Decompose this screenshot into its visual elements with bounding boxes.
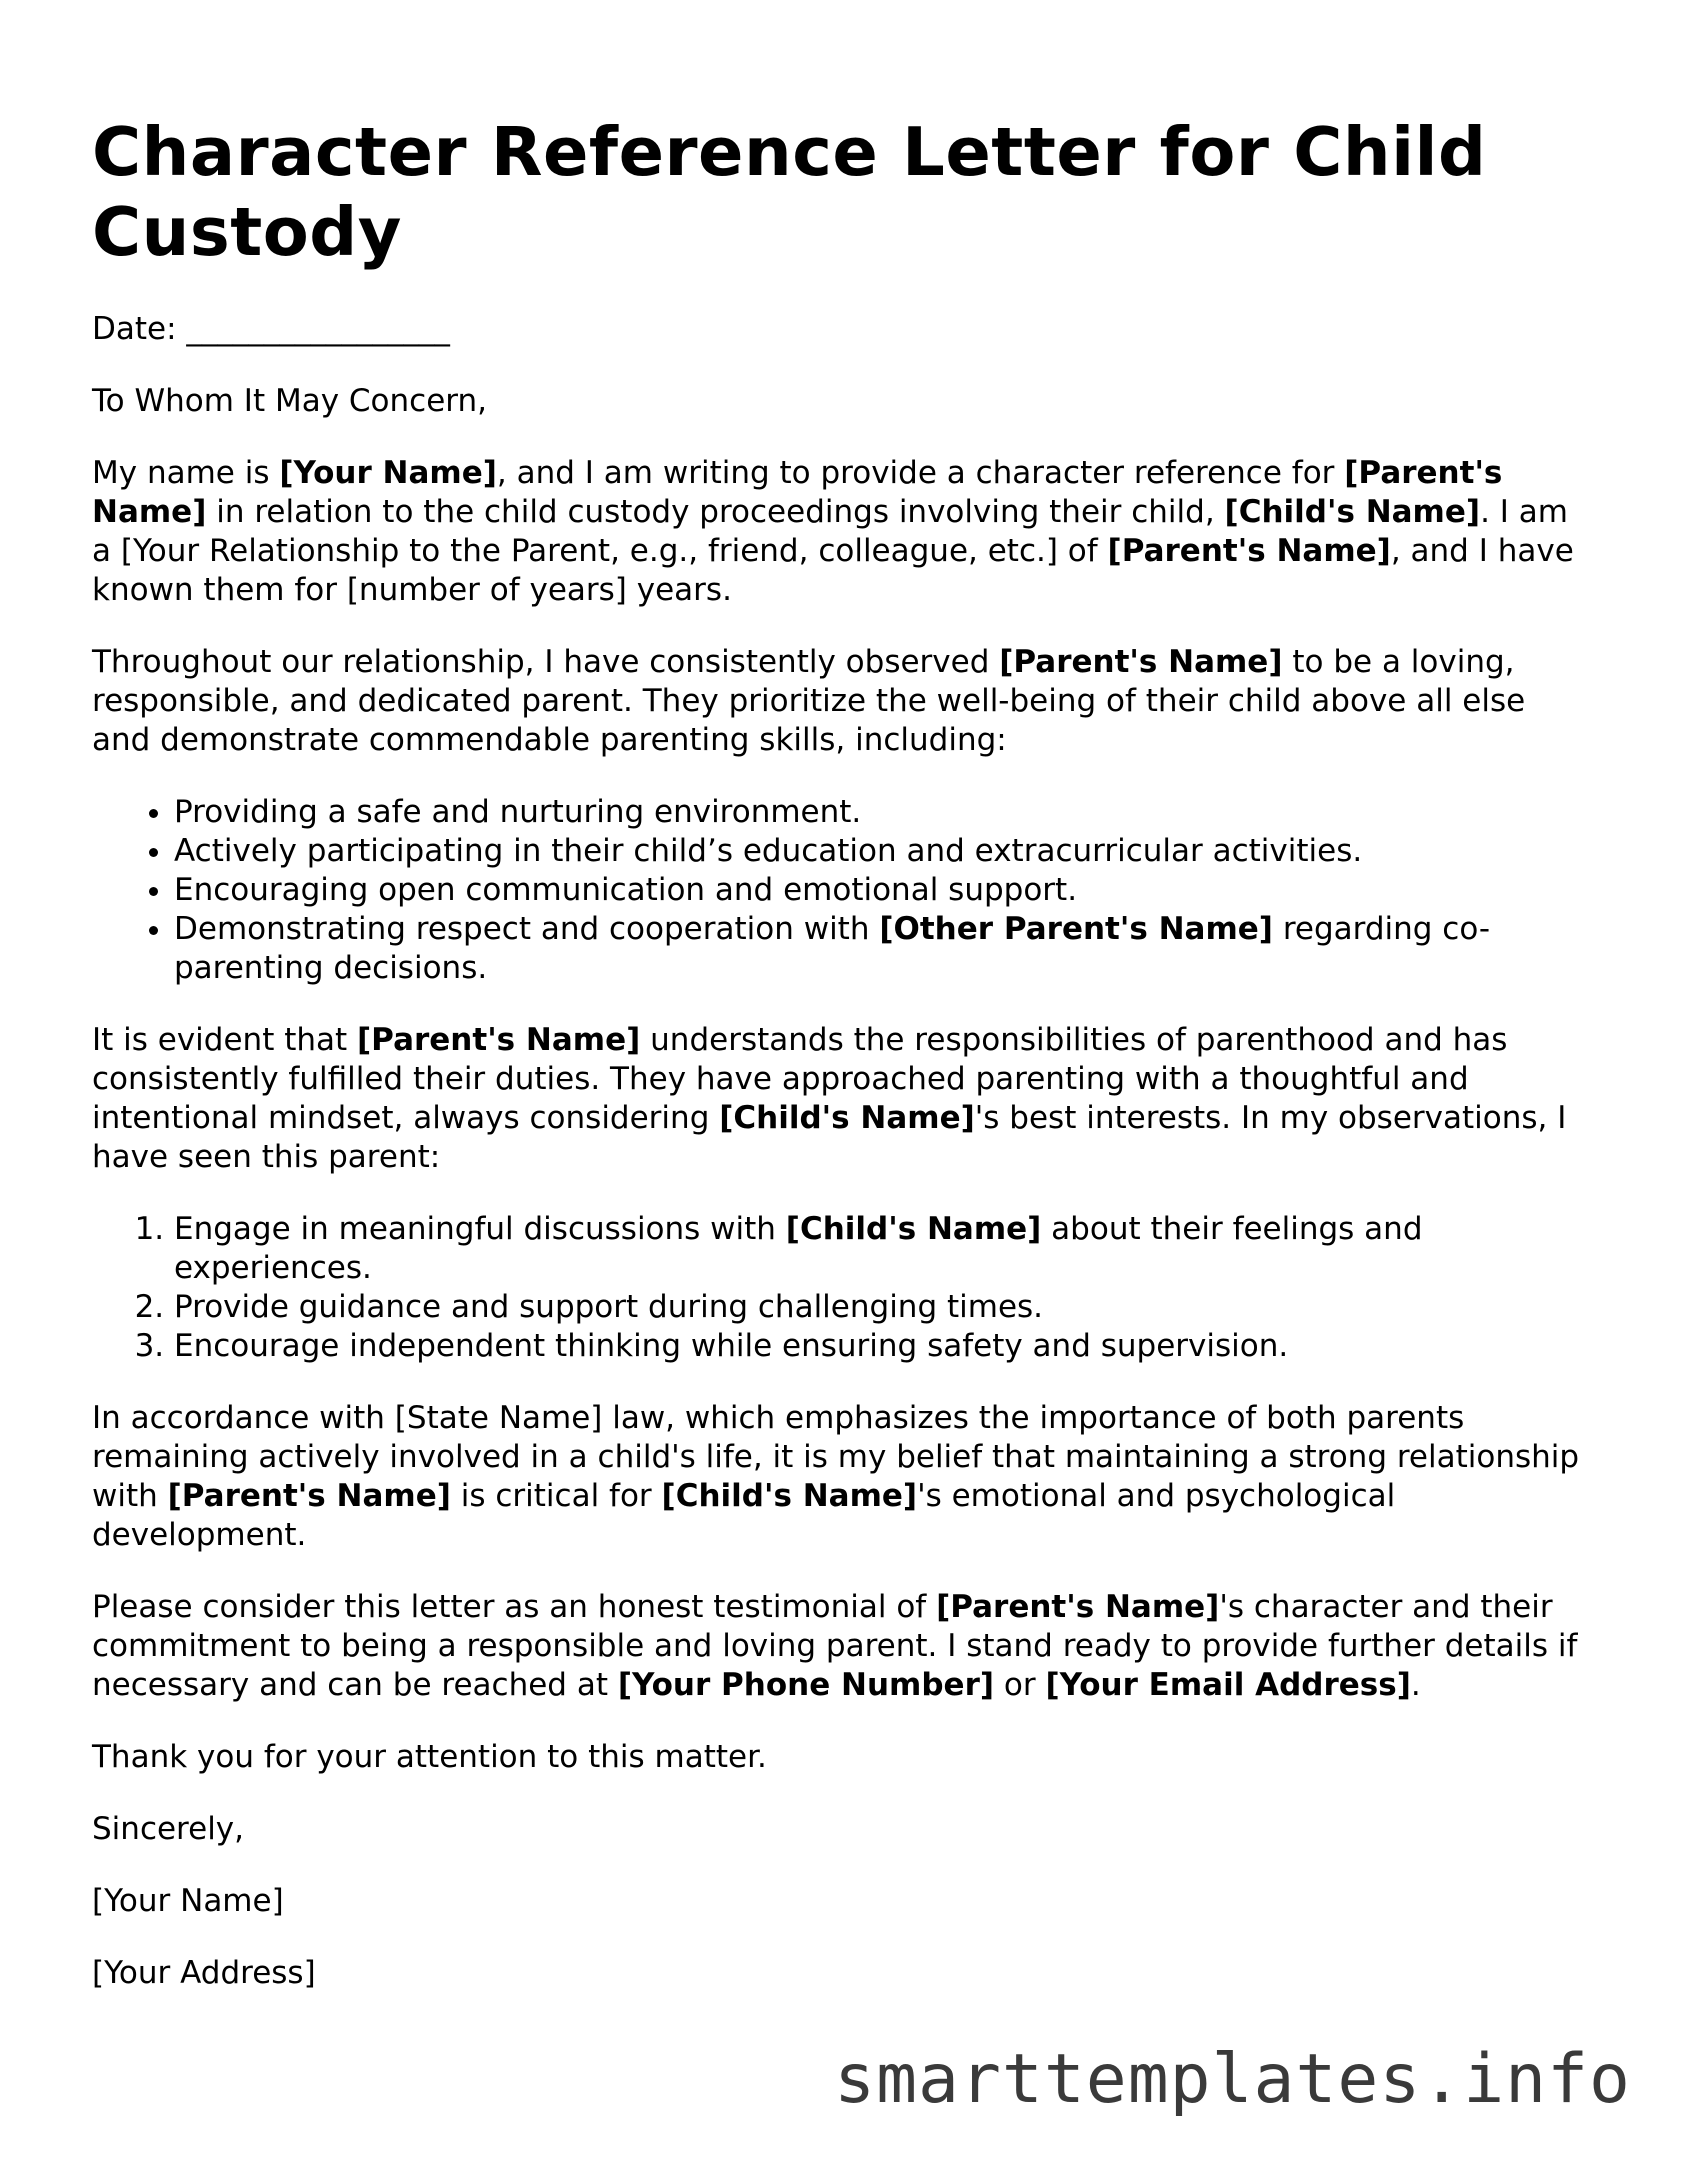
parent-name-placeholder: [Parent's Name] bbox=[167, 1478, 451, 1514]
your-name-placeholder: [Your Name] bbox=[279, 455, 497, 491]
list-item: • Encouraging open communication and emotional support. bbox=[174, 871, 1592, 910]
observation-paragraph: Throughout our relationship, I have consistently observed [Parent's Name] to be a loving, responsible, and dedicated parent. They prioritize the well-being of their child above all else and demonstrate commendable parenting skills, including: bbox=[92, 644, 1526, 758]
evidence-paragraph: It is evident that [Parent's Name] understands the responsibilities of parenthood and has consistently fulfilled their duties. They have approached parenting with a thoughtful and intentional mindset, always considering [Child's Name]'s best interests. In my observations, I have seen this parent: bbox=[92, 1022, 1567, 1175]
law-paragraph: In accordance with [State Name] law, which emphasizes the importance of both parents remaining actively involved in a child's life, it is my belief that maintaining a strong relationship with [Parent's Name] is critical for [Child's Name]'s emotional and psychological development. bbox=[92, 1400, 1580, 1553]
closing-block bbox=[92, 1738, 1592, 1993]
date-line: Date: _________________ bbox=[92, 311, 450, 347]
intro-paragraph: My name is [Your Name], and I am writing to provide a character reference for [Parent's Name] in relation to the child custody proceedings involving their child, [Child's Name]. I am a [Your Relationship to the Parent, e.g., friend, colleague, etc.] of [Parent's Name], and I have known them for [number of years] years. bbox=[92, 455, 1574, 608]
child-name-placeholder: [Child's Name] bbox=[785, 1211, 1042, 1247]
phone-placeholder: [Your Phone Number] bbox=[617, 1667, 995, 1703]
list-item: 2. Provide guidance and support during challenging times. bbox=[174, 1288, 1592, 1327]
signature-address: [Your Address] bbox=[92, 1955, 316, 1991]
testimonial-paragraph: Please consider this letter as an honest testimonial of [Parent's Name]'s character and their commitment to being a responsible and loving parent. I stand ready to provide further details if necessary and can be reached at [Your Phone Number] or [Your Email Address]. bbox=[92, 1589, 1578, 1703]
child-name-placeholder: [Child's Name] bbox=[1224, 494, 1481, 530]
parent-name-placeholder: [Parent's Name] bbox=[1107, 533, 1391, 569]
parent-name-placeholder: [Parent's Name] bbox=[357, 1022, 641, 1058]
page-title: Character Reference Letter for Child Custody bbox=[92, 113, 1487, 271]
list-item: • Actively participating in their child’s education and extracurricular activities. bbox=[174, 832, 1592, 871]
thanks-line: Thank you for your attention to this matter. bbox=[92, 1739, 767, 1775]
child-name-placeholder: [Child's Name] bbox=[719, 1100, 975, 1136]
list-item: • Demonstrating respect and cooperation with [Other Parent's Name] regarding co-parenting decisions. bbox=[174, 910, 1592, 988]
letter-document bbox=[92, 112, 1592, 2026]
parent-name-placeholder: [Parent's Name] bbox=[999, 644, 1283, 680]
signature-name: [Your Name] bbox=[92, 1883, 284, 1919]
watermark: smarttemplates.info bbox=[834, 2040, 1631, 2119]
list-item: • Providing a safe and nurturing environment. bbox=[174, 793, 1592, 832]
other-parent-name-placeholder: [Other Parent's Name] bbox=[879, 911, 1273, 947]
list-item: 1. Engage in meaningful discussions with [Child's Name] about their feelings and experiences. bbox=[174, 1210, 1592, 1288]
salutation: To Whom It May Concern, bbox=[92, 383, 487, 419]
signoff: Sincerely, bbox=[92, 1811, 245, 1847]
child-name-placeholder: [Child's Name] bbox=[661, 1478, 918, 1514]
email-placeholder: [Your Email Address] bbox=[1045, 1667, 1411, 1703]
parenting-skills-list bbox=[92, 793, 1592, 988]
observations-list bbox=[92, 1210, 1592, 1366]
parent-name-placeholder: [Parent's Name] bbox=[92, 455, 1503, 530]
parent-name-placeholder: [Parent's Name] bbox=[936, 1589, 1220, 1625]
list-item: 3. Encourage independent thinking while ensuring safety and supervision. bbox=[174, 1327, 1592, 1366]
